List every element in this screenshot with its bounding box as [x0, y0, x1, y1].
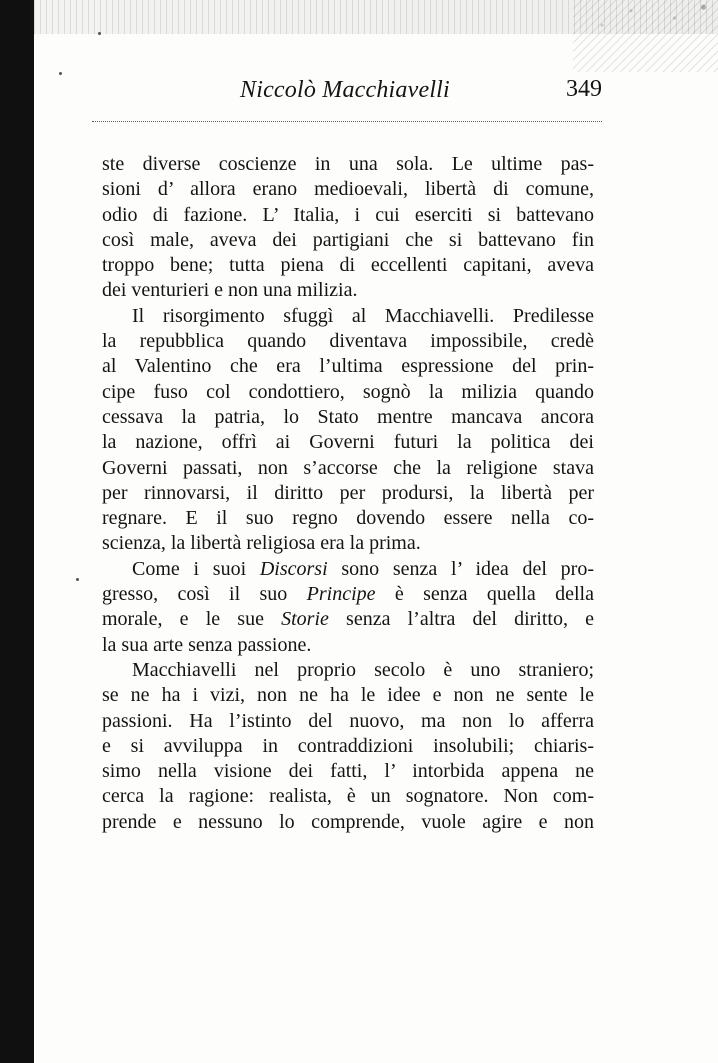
text-line: Governi passati, non s’accorse che la religione stava — [102, 456, 594, 479]
text-line: scienza, la libertà religiosa era la prima. — [102, 532, 421, 555]
text-line: troppo bene; tutta piena di eccellenti capitani, aveva — [102, 254, 594, 277]
text-line: gresso, così il suo Principe è senza quella della — [102, 583, 594, 606]
text-line: ste diverse coscienze in una sola. Le ultime pas- — [102, 153, 594, 175]
scan-speck — [98, 32, 101, 35]
page-number: 349 — [566, 76, 602, 102]
text-line: e si avviluppa in contraddizioni insolubili; chiaris- — [102, 734, 594, 757]
text-line: la sua arte senza passione. — [102, 633, 312, 656]
text-line: simo nella visione dei fatti, l’ intorbida appena ne — [102, 760, 594, 783]
text-line: al Valentino che era l’ultima espressione del prin- — [102, 355, 594, 378]
running-head — [92, 72, 602, 110]
scan-corner-noise — [573, 0, 718, 72]
text-line: morale, e le sue Storie senza l’altra del diritto, e — [102, 608, 595, 631]
running-title: Niccolò Macchiavelli — [240, 77, 450, 103]
text-line: regnare. E il suo regno dovendo essere nella co- — [102, 507, 594, 530]
text-line: cessava la patria, lo Stato mentre mancava ancora — [102, 405, 594, 428]
book-binding-edge — [0, 0, 34, 1063]
paragraph-start-line: Come i suoi Discorsi sono senza l’ idea del pro- — [132, 557, 595, 580]
scan-speck — [76, 578, 79, 581]
text-line: cipe fuso col condottiero, sognò la milizia quando — [102, 380, 594, 403]
paragraph-start-line: Macchiavelli nel proprio secolo è uno straniero; — [132, 658, 594, 681]
book-title-discorsi: Discorsi — [259, 557, 328, 580]
text-line: passioni. Ha l’istinto del nuovo, ma non lo afferra — [102, 709, 594, 732]
scan-speck — [59, 72, 62, 75]
text-line: così male, aveva dei partigiani che si battevano fin — [102, 228, 594, 251]
text-line: la repubblica quando diventava impossibile, credè — [102, 330, 594, 353]
text-line: prende e nessuno lo comprende, vuole agire e non — [102, 810, 594, 833]
body-text — [102, 152, 594, 835]
text-line: cerca la ragione: realista, è un sognatore. Non com- — [102, 785, 594, 808]
text-line: odio di fazione. L’ Italia, i cui eserciti si battevano — [102, 203, 594, 226]
text-line: sioni d’ allora erano medioevali, libertà di comune, — [102, 178, 594, 201]
book-title-storie: Storie — [281, 608, 329, 631]
text-line: se ne ha i vizi, non ne ha le idee e non ne sente le — [102, 684, 594, 707]
text-line: la nazione, offrì ai Governi futuri la politica dei — [102, 431, 594, 454]
text-line: per rinnovarsi, il diritto per prodursi, la libertà per — [102, 481, 594, 504]
header-dotted-rule — [92, 121, 602, 122]
book-title-principe: Principe — [306, 583, 376, 606]
paragraph-start-line: Il risorgimento sfuggì al Macchiavelli. Predilesse — [132, 304, 594, 327]
text-line: dei venturieri e non una milizia. — [102, 279, 358, 302]
